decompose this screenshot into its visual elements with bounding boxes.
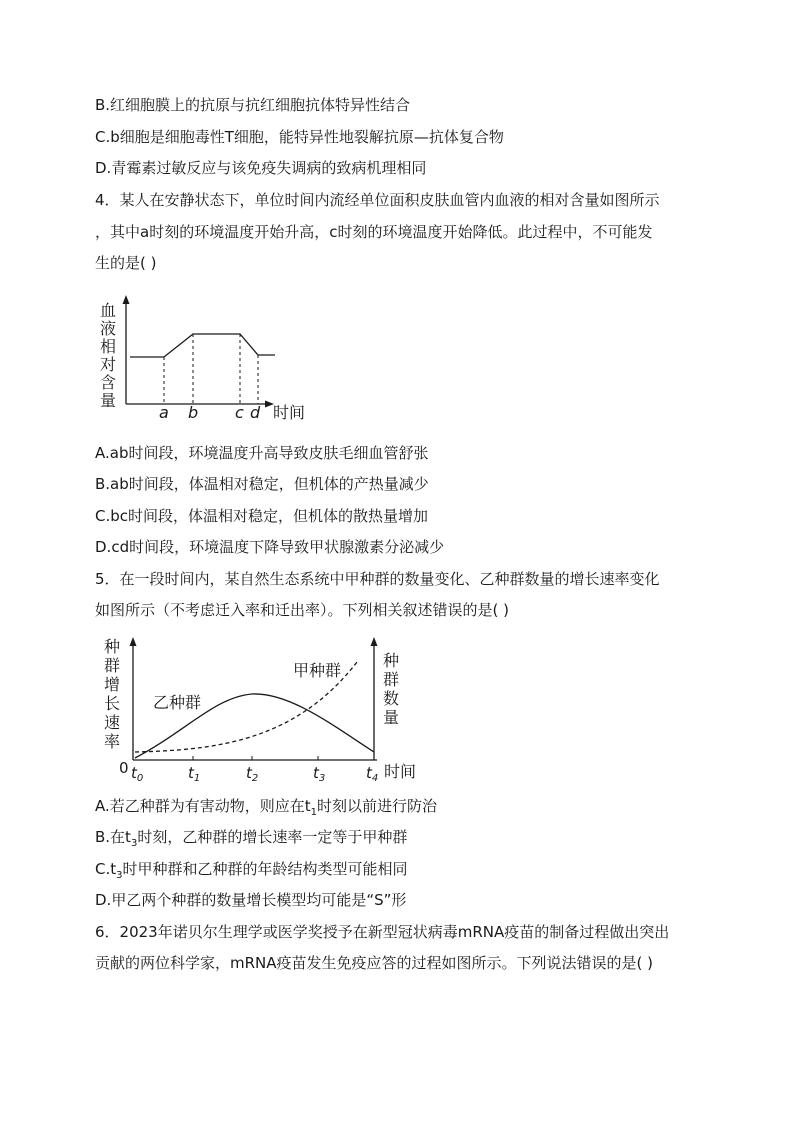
- q5-right-arrow: [371, 637, 378, 646]
- q6-stem-line-1: 6．2023年诺贝尔生理学或医学奖授予在新型冠状病毒mRNA疫苗的制备过程做出突出: [95, 923, 670, 941]
- q4-stem-line-2: ，其中a时刻的环境温度开始升高，c时刻的环境温度开始降低。此过程中，不可能发: [95, 223, 653, 241]
- q4-option-a: A.ab时间段，环境温度升高导致皮肤毛细血管舒张: [95, 444, 429, 462]
- q5-right-label-char: 种: [383, 651, 400, 670]
- q4-option-d: D.cd时间段，环境温度下降导致甲状腺激素分泌减少: [95, 538, 445, 556]
- q5-left-label-char: 率: [104, 732, 121, 751]
- q3-option-c: C.b细胞是细胞毒性T细胞，能特异性地裂解抗原—抗体复合物: [95, 128, 504, 146]
- q5-option-d: D.甲乙两个种群的数量增长模型均可能是“S”形: [95, 891, 407, 909]
- q5-tick-t4: $t_4$: [366, 764, 379, 784]
- q5-right-label-char: 群: [383, 670, 400, 689]
- q5-xlabel: 时间: [384, 762, 417, 781]
- q4-option-b: B.ab时间段，体温相对稳定，但机体的产热量减少: [95, 475, 429, 493]
- q5-yi-label: 乙种群: [153, 693, 202, 712]
- q5-left-label-char: 增: [104, 675, 121, 694]
- q5-tick-t1: $t_1$: [188, 764, 201, 784]
- q4-ylabel-char: 含: [100, 373, 117, 392]
- q5-tick-t0: $t_0$: [131, 764, 144, 784]
- q5-tick-t2: $t_2$: [246, 764, 259, 784]
- q5-right-label-char: 数: [383, 689, 400, 708]
- q5-jia-label: 甲种群: [293, 661, 342, 680]
- q4-option-c: C.bc时间段，体温相对稳定，但机体的散热量增加: [95, 507, 429, 525]
- q5-stem-line-1: 5．在一段时间内，某自然生态系统中甲种群的数量变化、乙种群数量的增长速率变化: [95, 570, 660, 588]
- q4-ylabel-char: 相: [100, 337, 117, 356]
- q5-option-b: B.在$t_3$时刻，乙种群的增长速率一定等于甲种群: [95, 828, 408, 849]
- q3-option-b: B.红细胞膜上的抗原与抗红细胞抗体特异性结合: [95, 96, 411, 114]
- q5-left-label-char: 种: [104, 637, 121, 656]
- q5-tick-t3: $t_3$: [313, 764, 326, 784]
- q5-option-c: $C.t_3$时甲种群和乙种群的年龄结构类型可能相同: [95, 860, 408, 881]
- q4-y-arrow: [123, 295, 130, 304]
- q5-left-arrow: [130, 637, 137, 646]
- q3-option-d: D.青霉素过敏反应与该免疫失调病的致病机理相同: [95, 159, 427, 177]
- q4-figure: [95, 292, 325, 424]
- q5-left-label-char: 长: [104, 694, 121, 713]
- q4-stem-line-1: 4．某人在安静状态下，单位时间内流经单位面积皮肤血管内血液的相对含量如图所示: [95, 191, 660, 209]
- q4-tick-c: c: [235, 403, 244, 422]
- q4-tick-b: b: [188, 403, 199, 422]
- q6-stem-line-2: 贡献的两位科学家，mRNA疫苗发生免疫应答的过程如图所示。下列说法错误的是( ): [95, 954, 653, 972]
- q4-tick-d: d: [250, 403, 261, 422]
- q4-stem-line-3: 生的是( ): [95, 254, 157, 272]
- q4-ylabel-char: 量: [100, 391, 117, 410]
- q4-ylabel-char: 液: [100, 319, 117, 338]
- q5-right-label-char: 量: [383, 708, 400, 727]
- q5-origin: 0: [119, 759, 129, 777]
- q5-figure: [95, 632, 425, 784]
- q4-xlabel: 时间: [273, 403, 306, 422]
- q5-left-label-char: 速: [104, 713, 121, 732]
- q4-ylabel-char: 血: [100, 301, 117, 320]
- q5-option-a: A.若乙种群为有害动物，则应在$t_1$时刻以前进行防治: [95, 797, 438, 818]
- q4-blood-curve: [130, 334, 275, 357]
- q4-tick-a: a: [159, 403, 169, 422]
- q4-ylabel-char: 对: [100, 355, 117, 374]
- q5-stem-line-2: 如图所示（不考虑迁入率和迁出率）。下列相关叙述错误的是( ): [95, 601, 509, 619]
- q5-left-label-char: 群: [104, 656, 121, 675]
